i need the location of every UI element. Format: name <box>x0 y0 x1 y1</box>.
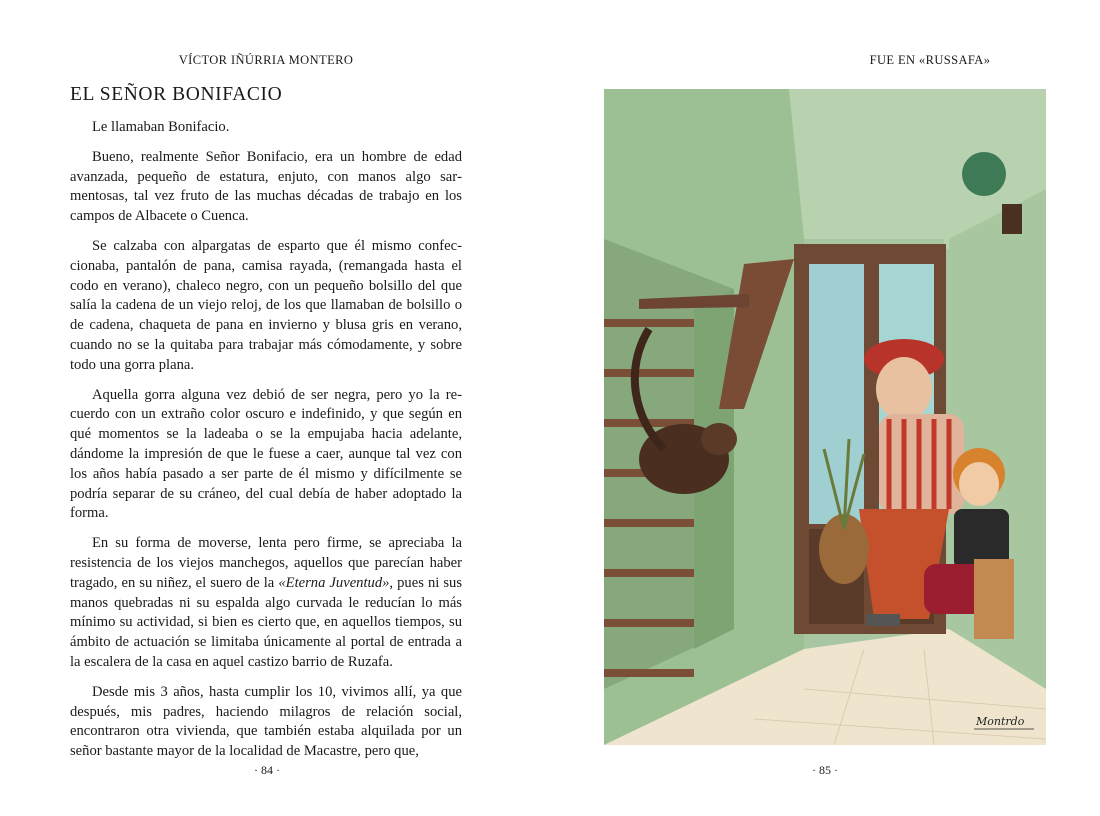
paragraph-6: Desde mis 3 años, hasta cumplir los 10, vivimos allí, ya que después, mis padres, haciendo milagros de relación social, encontraron otra vivienda, que también estaba alquilada por un señor bastante mayor de la localidad de Macastre, pero que, <box>70 683 462 760</box>
illustration-signature: Montrdo <box>976 715 1025 728</box>
watercolor-illustration <box>604 89 1046 745</box>
paragraph-5-italic: «Eterna Juventud» <box>278 574 390 591</box>
right-page <box>550 0 1100 816</box>
paragraph-2: Bueno, realmente Señor Bonifacio, era un hombre de edad avanzada, pequeño de estatura, enjuto, con manos algo sarmentosas, tal vez fruto de las muchas décadas de trabajo en los campos de Albacete o Cuenca. <box>70 148 462 225</box>
paragraph-4: Aquella gorra alguna vez debió de ser negra, pero yo la recuerdo con un extraño color oscuro e indefinido, y que según en qué momentos se la ladeaba o se la empujaba hacia adelante, dándome la impresión de que le fuese a caer, aunque tal vez con los años había pasado a ser parte de él mismo y difícilmente se podría separar de su cráneo, del cual debía de haber adoptado la forma. <box>70 386 462 522</box>
running-head-author: VÍCTOR IÑÚRRIA MONTERO <box>178 53 354 67</box>
running-head-title: FUE EN «RUSSAFA» <box>869 53 991 67</box>
chapter-title: EL SEÑOR BONIFACIO <box>70 84 283 105</box>
paragraph-5-part-1: En su forma de moverse, lenta pero firme, se apreciaba la resistencia de los viejos manchegos, aquellos que parecían haber tragado, en su niñez, el suero de la <box>70 535 462 591</box>
page-number-left: · 84 · <box>254 763 280 777</box>
body-text <box>70 118 462 772</box>
paragraph-1: Le llamaban Bonifacio. <box>92 119 230 135</box>
paragraph-5 <box>70 534 462 673</box>
paragraph-5-part-2: , pues ni sus manos quebradas ni su espalda algo curvada le reducían lo más mínimo su actividad, si bien es cierto que, en aquellos tiempos, su ámbito de actuación se limitaba únicamente al portal de entrada a la escalera de la casa en aquel castizo barrio de Ruzafa. <box>70 574 463 670</box>
page-number-right: · 85 · <box>812 763 838 777</box>
paragraph-3: Se calzaba con alpargatas de esparto que él mismo confeccionaba, pantalón de pana, camisa rayada, (remangada hasta el codo en verano), chaleco negro, con un pequeño bolsillo del que salía la cadena de un viejo reloj, de los que llamaban de bolsillo o de cadena, chaqueta de pana en invierno y blusa gris en verano, cuando no se la quitaba para trabajar más cómodamente, y sobre todo una gorra plana. <box>70 237 462 373</box>
